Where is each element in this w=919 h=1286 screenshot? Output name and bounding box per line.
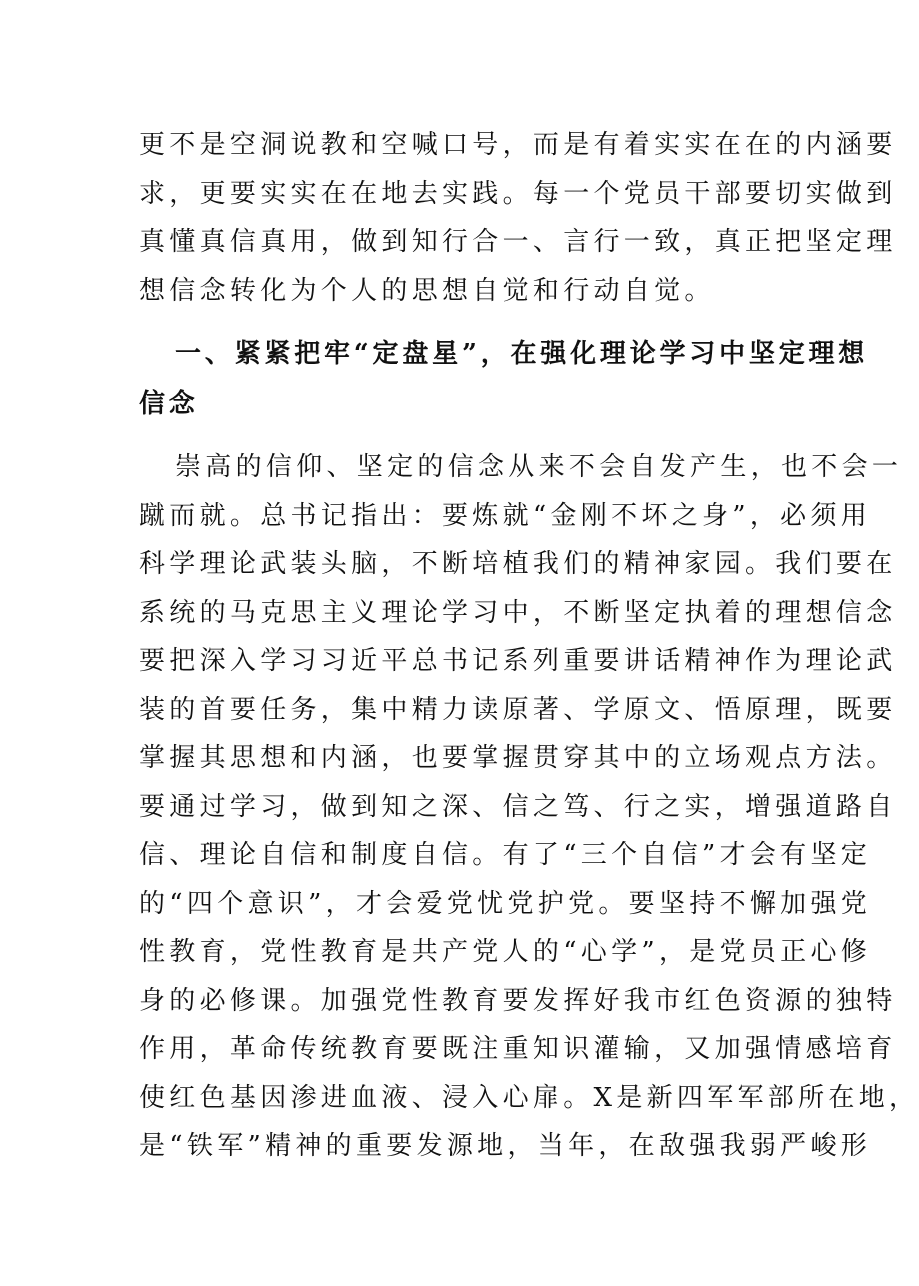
text-line: 想信念转化为个人的思想自觉和行动自觉。 (139, 275, 715, 306)
text-line: 更不是空洞说教和空喊口号，而是有着实实在在的内涵要 (139, 130, 897, 160)
text-line: 使红色基因渗进血液、浸入心扉。X是新四军军部所在地， (139, 1082, 919, 1113)
document-body (139, 121, 919, 1171)
text-line: 求，更要实实在在地去实践。每一个党员干部要切实做到 (139, 178, 897, 209)
text-line: 作用，革命传统教育要既注重知识灌输，又加强情感培育 (139, 1034, 897, 1064)
text-line: 是“铁军”精神的重要发源地，当年，在敌强我弱严峻形 (139, 1131, 872, 1161)
heading-line: 一、紧紧把牢“定盘星”，在强化理论学习中坚定理想 (175, 339, 869, 369)
text-line: 信、理论自信和制度自信。有了“三个自信”才会有坚定 (139, 840, 872, 870)
text-line: 的“四个意识”，才会爱党忧党护党。要坚持不懈加强党 (139, 888, 872, 919)
text-line: 系统的马克思主义理论学习中，不断坚定执着的理想信念 (139, 597, 897, 628)
paragraph-intro (139, 121, 897, 315)
text-line: 崇高的信仰、坚定的信念从来不会自发产生，也不会一 (175, 452, 903, 482)
text-line: 科学理论武装头脑，不断培植我们的精神家园。我们要在 (139, 549, 897, 579)
paragraph-body (139, 443, 919, 1171)
section-heading (139, 329, 869, 429)
text-line: 要通过学习，做到知之深、信之笃、行之实，增强道路自 (139, 791, 897, 822)
text-line: 身的必修课。加强党性教育要发挥好我市红色资源的独特 (139, 985, 897, 1016)
text-line: 真懂真信真用，做到知行合一、言行一致，真正把坚定理 (139, 227, 897, 257)
text-line: 要把深入学习习近平总书记系列重要讲话精神作为理论武 (139, 646, 897, 676)
text-line: 性教育，党性教育是共产党人的“心学”，是党员正心修 (139, 937, 872, 967)
heading-line: 信念 (139, 389, 199, 419)
text-line: 装的首要任务，集中精力读原著、学原文、悟原理，既要 (139, 694, 897, 725)
text-line: 蹴而就。总书记指出：要炼就“金刚不坏之身”，必须用 (139, 500, 872, 531)
text-line: 掌握其思想和内涵，也要掌握贯穿其中的立场观点方法。 (139, 743, 897, 773)
